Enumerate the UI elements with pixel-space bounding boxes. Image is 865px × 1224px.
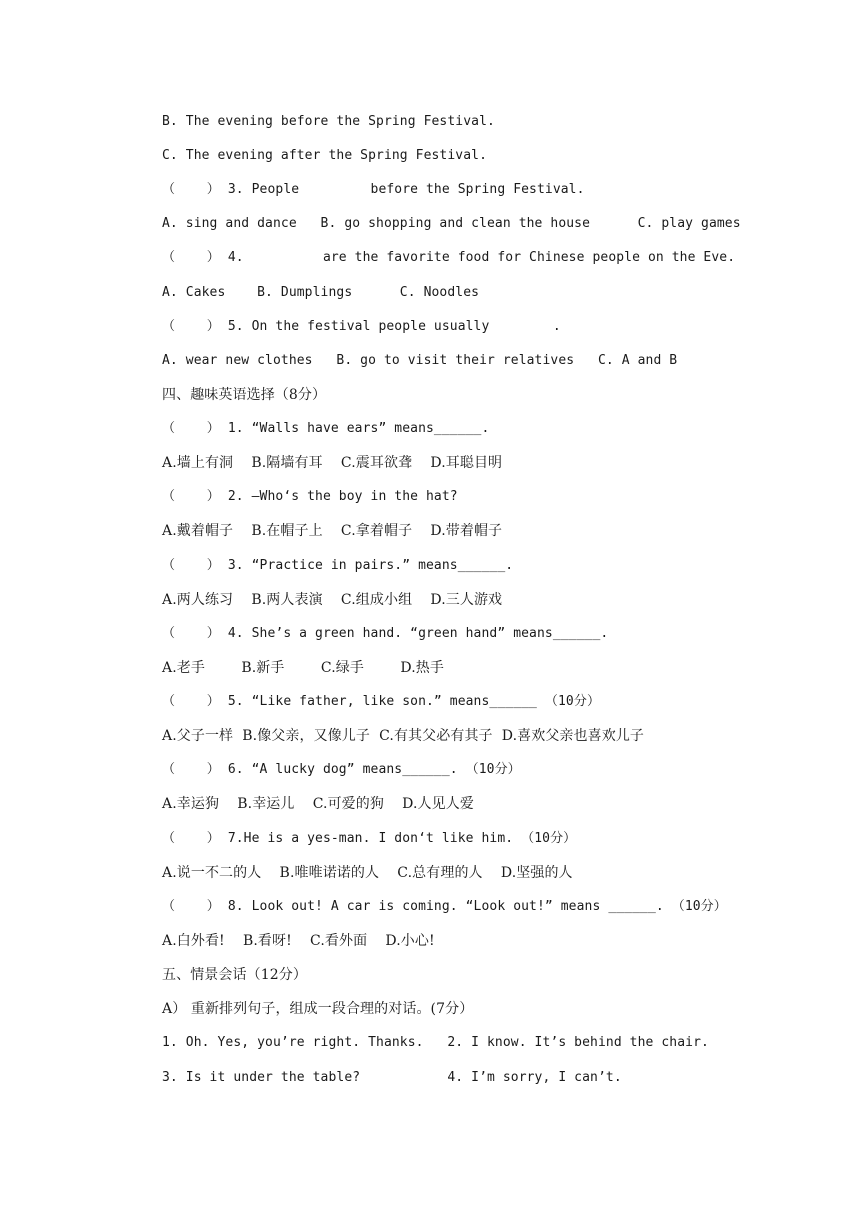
fun-options-5: A.父子一样 B.像父亲，又像儿子 C.有其父必有其子 D.喜欢父亲也喜欢儿子: [162, 728, 645, 744]
fun-question-3: （ ） 3. “Practice in pairs.” means______.: [162, 558, 514, 573]
fun-options-7: A.说一不二的人 B.唯唯诺诺的人 C.总有理的人 D.坚强的人: [162, 865, 573, 881]
section-5-heading: 五、情景会话（12分）: [162, 967, 307, 983]
fun-question-6: （ ） 6. “A lucky dog” means______. （10分）: [162, 762, 521, 777]
section-4-heading: 四、趣味英语选择（8分）: [162, 387, 327, 403]
fun-options-1: A.墙上有洞 B.隔墙有耳 C.震耳欲聋 D.耳聪目明: [162, 455, 503, 471]
fun-question-2: （ ） 2. —Who‘s the boy in the hat?: [162, 489, 458, 504]
question-3-people: （ ） 3. People before the Spring Festival.: [162, 182, 585, 197]
options-question-4: A. Cakes B. Dumplings C. Noodles: [162, 285, 480, 300]
fun-options-8: A.白外看! B.看呀! C.看外面 D.小心!: [162, 933, 435, 949]
question-5-festival: （ ） 5. On the festival people usually .: [162, 319, 561, 334]
fun-options-4: A.老手 B.新手 C.绿手 D.热手: [162, 660, 444, 676]
fun-options-2: A.戴着帽子 B.在帽子上 C.拿着帽子 D.带着帽子: [162, 523, 503, 539]
fun-question-1: （ ） 1. “Walls have ears” means______.: [162, 421, 490, 436]
option-line-b-evening-before: B. The evening before the Spring Festival.: [162, 114, 495, 129]
fun-question-7: （ ） 7.He is a yes-man. I don‘t like him. （10分）: [162, 831, 577, 846]
fun-question-5: （ ） 5. “Like father, like son.” means______ （10分）: [162, 694, 601, 709]
question-4-favorite-food: （ ） 4. are the favorite food for Chinese people on the Eve.: [162, 250, 736, 265]
dialogue-sentences-3-4: 3. Is it under the table? 4. I’m sorry, I can’t.: [162, 1070, 622, 1085]
section-5a-instruction: A） 重新排列句子，组成一段合理的对话。(7分）: [162, 1001, 474, 1017]
option-line-c-evening-after: C. The evening after the Spring Festival.: [162, 148, 487, 163]
fun-question-4: （ ） 4. She’s a green hand. “green hand” means______.: [162, 626, 609, 641]
fun-options-6: A.幸运狗 B.幸运儿 C.可爱的狗 D.人见人爱: [162, 796, 474, 812]
fun-question-8: （ ） 8. Look out! A car is coming. “Look out!” means ______. （10分）: [162, 899, 727, 914]
options-question-3: A. sing and dance B. go shopping and clean the house C. play games: [162, 216, 741, 231]
dialogue-sentences-1-2: 1. Oh. Yes, you’re right. Thanks. 2. I know. It’s behind the chair.: [162, 1035, 709, 1050]
options-question-5: A. wear new clothes B. go to visit their relatives C. A and B: [162, 353, 678, 368]
fun-options-3: A.两人练习 B.两人表演 C.组成小组 D.三人游戏: [162, 592, 503, 608]
